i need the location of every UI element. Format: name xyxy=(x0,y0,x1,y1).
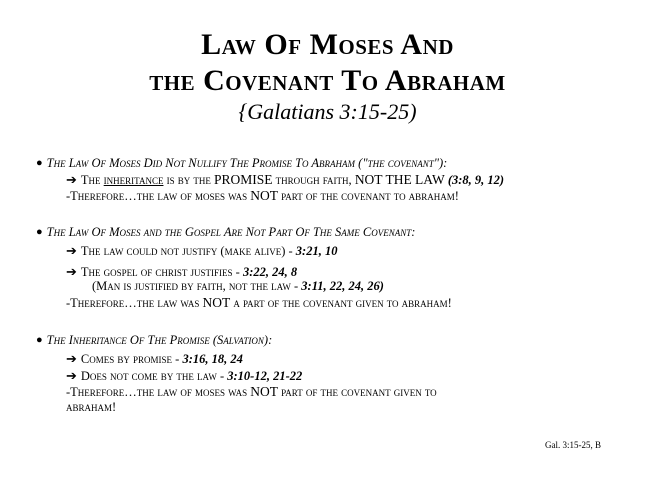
point-text: Comes by promise - xyxy=(80,352,180,366)
conclusion-text: -Therefore…the law of moses was xyxy=(66,385,248,399)
section-3-point-1 xyxy=(66,351,243,367)
section-1-heading xyxy=(36,156,447,172)
scripture-reference: 3:16, 18, 24 xyxy=(182,352,243,366)
section-3-heading-text: The Inheritance Of The Promise (Salvation): xyxy=(46,333,273,347)
conclusion-emphasis: NOT xyxy=(202,295,231,310)
point-text: (Man is justified by faith, not the law - xyxy=(92,279,299,293)
scripture-reference: (3:8, 9, 12) xyxy=(447,173,505,187)
footer-reference: Gal. 3:15-25, B xyxy=(545,440,601,450)
conclusion-text: part of the covenant given to xyxy=(281,385,437,399)
arrow-right-icon: ➔ xyxy=(66,264,77,279)
section-1-heading-text: The Law Of Moses Did Not Nullify The Promise To Abraham ("the covenant"): xyxy=(46,156,448,170)
conclusion-emphasis: NOT xyxy=(250,384,278,399)
point-emphasis: PROMISE xyxy=(213,172,273,187)
bullet-icon: ● xyxy=(36,157,43,169)
point-text: Does not come by the law - xyxy=(80,369,225,383)
point-text: through faith, xyxy=(275,173,352,187)
section-2-conclusion xyxy=(66,295,452,311)
section-3-conclusion-continued xyxy=(66,400,116,415)
point-emphasis: NOT THE LAW xyxy=(354,172,445,187)
scripture-reference: 3:22, 24, 8 xyxy=(242,265,298,279)
conclusion-text: part of the covenant to abraham! xyxy=(281,189,459,203)
section-2-point-2 xyxy=(66,264,297,280)
section-2-point-3 xyxy=(92,279,384,294)
point-text: The xyxy=(80,173,101,187)
bullet-icon: ● xyxy=(36,226,43,238)
scripture-reference: 3:11, 22, 24, 26) xyxy=(301,279,384,293)
section-2-point-1 xyxy=(66,243,337,259)
conclusion-text: -Therefore…the law of moses was xyxy=(66,189,248,203)
page-title-line-2: the Covenant To Abraham xyxy=(149,64,506,97)
point-text: The law could not justify (make alive) - xyxy=(80,244,293,258)
point-text: The gospel of christ justifies - xyxy=(80,265,240,279)
section-3-conclusion xyxy=(66,384,437,400)
bullet-icon: ● xyxy=(36,334,43,346)
conclusion-text: abraham! xyxy=(66,400,117,414)
section-2-heading xyxy=(36,225,415,241)
arrow-right-icon: ➔ xyxy=(66,368,77,383)
conclusion-emphasis: NOT xyxy=(250,188,278,203)
arrow-right-icon: ➔ xyxy=(66,172,77,187)
page-title-line-1: Law Of Moses And xyxy=(201,28,454,61)
section-2-heading-text: The Law Of Moses and the Gospel Are Not Part Of The Same Covenant: xyxy=(46,225,416,239)
point-underlined-text: inheritance xyxy=(103,173,164,187)
conclusion-text: -Therefore…the law was xyxy=(66,296,200,310)
section-1-point-1 xyxy=(66,172,504,188)
conclusion-text: a part of the covenant given to abraham! xyxy=(233,296,452,310)
point-text: is by the xyxy=(166,173,211,187)
scripture-reference: 3:21, 10 xyxy=(295,244,338,258)
scripture-reference: 3:10-12, 21-22 xyxy=(227,369,303,383)
arrow-right-icon: ➔ xyxy=(66,351,77,366)
page-subtitle: {Galatians 3:15-25) xyxy=(238,99,417,124)
section-1-conclusion xyxy=(66,188,459,204)
section-3-heading xyxy=(36,333,272,349)
arrow-right-icon: ➔ xyxy=(66,243,77,258)
section-3-point-2 xyxy=(66,368,302,384)
